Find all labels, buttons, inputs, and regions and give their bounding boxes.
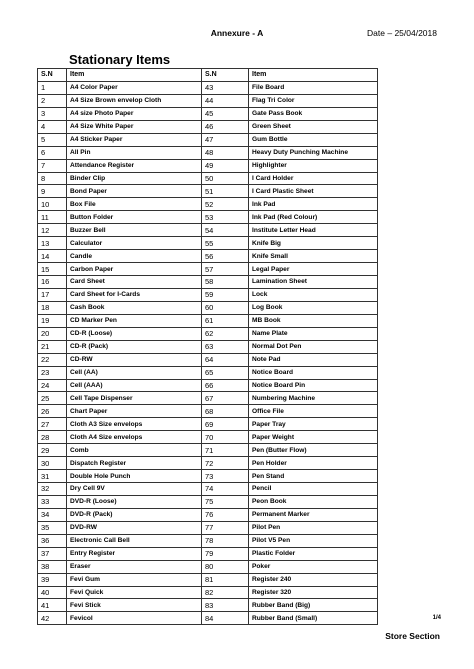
item-name-left: Buzzer Bell (67, 224, 202, 237)
item-name-left: CD-R (Pack) (67, 340, 202, 353)
item-name-left: Fevi Gum (67, 573, 202, 586)
serial-number-left: 41 (38, 599, 67, 612)
serial-number-left: 19 (38, 314, 67, 327)
serial-number-right: 80 (202, 560, 249, 573)
item-name-right: Name Plate (249, 327, 378, 340)
table-row (38, 288, 378, 301)
table-row (38, 392, 378, 405)
table-row (38, 250, 378, 263)
item-name-left: DVD-R (Loose) (67, 495, 202, 508)
table-row (38, 521, 378, 534)
item-name-left: Box File (67, 198, 202, 211)
serial-number-left: 33 (38, 495, 67, 508)
serial-number-right: 44 (202, 94, 249, 107)
table-row (38, 327, 378, 340)
serial-number-right: 48 (202, 146, 249, 159)
header-item-left: Item (67, 69, 202, 82)
table-row (38, 237, 378, 250)
table-row (38, 586, 378, 599)
item-name-left: Carbon Paper (67, 263, 202, 276)
item-name-right: Ink Pad (Red Colour) (249, 211, 378, 224)
serial-number-right: 72 (202, 457, 249, 470)
item-name-left: Cash Book (67, 301, 202, 314)
table-row (38, 431, 378, 444)
serial-number-right: 76 (202, 508, 249, 521)
item-name-right: Pen (Butter Flow) (249, 444, 378, 457)
serial-number-right: 45 (202, 107, 249, 120)
serial-number-right: 52 (202, 198, 249, 211)
serial-number-right: 68 (202, 405, 249, 418)
serial-number-right: 67 (202, 392, 249, 405)
item-name-left: A4 Size White Paper (67, 120, 202, 133)
table-row (38, 508, 378, 521)
serial-number-left: 37 (38, 547, 67, 560)
item-name-left: Eraser (67, 560, 202, 573)
table-row (38, 133, 378, 146)
serial-number-right: 69 (202, 418, 249, 431)
serial-number-right: 81 (202, 573, 249, 586)
item-name-right: I Card Holder (249, 172, 378, 185)
serial-number-left: 42 (38, 612, 67, 625)
serial-number-right: 78 (202, 534, 249, 547)
serial-number-right: 51 (202, 185, 249, 198)
serial-number-left: 22 (38, 353, 67, 366)
item-name-left: Card Sheet (67, 276, 202, 289)
table-row (38, 81, 378, 94)
serial-number-right: 64 (202, 353, 249, 366)
serial-number-right: 70 (202, 431, 249, 444)
document-date: Date – 25/04/2018 (367, 28, 437, 38)
serial-number-right: 75 (202, 495, 249, 508)
serial-number-right: 58 (202, 276, 249, 289)
item-name-right: Green Sheet (249, 120, 378, 133)
item-name-right: Peon Book (249, 495, 378, 508)
table-row (38, 159, 378, 172)
serial-number-left: 25 (38, 392, 67, 405)
serial-number-right: 46 (202, 120, 249, 133)
item-name-left: Dispatch Register (67, 457, 202, 470)
serial-number-left: 27 (38, 418, 67, 431)
item-name-left: CD-R (Loose) (67, 327, 202, 340)
item-name-right: Note Pad (249, 353, 378, 366)
table-row (38, 405, 378, 418)
item-name-left: Entry Register (67, 547, 202, 560)
serial-number-left: 10 (38, 198, 67, 211)
serial-number-right: 73 (202, 470, 249, 483)
item-name-right: Rubber Band (Big) (249, 599, 378, 612)
item-name-right: Gate Pass Book (249, 107, 378, 120)
serial-number-right: 61 (202, 314, 249, 327)
item-name-right: Highlighter (249, 159, 378, 172)
serial-number-right: 47 (202, 133, 249, 146)
item-name-left: Cell Tape Dispenser (67, 392, 202, 405)
serial-number-left: 26 (38, 405, 67, 418)
serial-number-right: 77 (202, 521, 249, 534)
serial-number-left: 13 (38, 237, 67, 250)
item-name-left: Cloth A3 Size envelops (67, 418, 202, 431)
item-name-left: Button Folder (67, 211, 202, 224)
serial-number-left: 38 (38, 560, 67, 573)
table-row (38, 340, 378, 353)
serial-number-right: 82 (202, 586, 249, 599)
serial-number-right: 53 (202, 211, 249, 224)
table-header-row (38, 69, 378, 82)
item-name-left: Card Sheet for I-Cards (67, 288, 202, 301)
item-name-left: Dry Cell 9V (67, 483, 202, 496)
serial-number-left: 30 (38, 457, 67, 470)
item-name-right: Register 320 (249, 586, 378, 599)
serial-number-left: 12 (38, 224, 67, 237)
serial-number-left: 24 (38, 379, 67, 392)
serial-number-left: 31 (38, 470, 67, 483)
serial-number-right: 60 (202, 301, 249, 314)
item-name-right: Pen Stand (249, 470, 378, 483)
serial-number-left: 28 (38, 431, 67, 444)
table-row (38, 94, 378, 107)
item-name-right: Plastic Folder (249, 547, 378, 560)
item-name-right: Flag Tri Color (249, 94, 378, 107)
serial-number-left: 23 (38, 366, 67, 379)
serial-number-left: 18 (38, 301, 67, 314)
table-row (38, 211, 378, 224)
table-row (38, 198, 378, 211)
serial-number-right: 79 (202, 547, 249, 560)
serial-number-right: 65 (202, 366, 249, 379)
table-row (38, 599, 378, 612)
item-name-left: Comb (67, 444, 202, 457)
table-row (38, 483, 378, 496)
table-row (38, 120, 378, 133)
table-row (38, 534, 378, 547)
table-row (38, 276, 378, 289)
header-sn-left: S.N (38, 69, 67, 82)
item-name-left: Cell (AAA) (67, 379, 202, 392)
page-number: 1/4 (432, 615, 441, 621)
item-name-right: Lock (249, 288, 378, 301)
item-name-right: Paper Weight (249, 431, 378, 444)
serial-number-right: 43 (202, 81, 249, 94)
table-row (38, 418, 378, 431)
item-name-left: Fevi Quick (67, 586, 202, 599)
serial-number-left: 14 (38, 250, 67, 263)
item-name-right: Pilot Pen (249, 521, 378, 534)
item-name-left: Chart Paper (67, 405, 202, 418)
item-name-left: Cell (AA) (67, 366, 202, 379)
item-name-right: Register 240 (249, 573, 378, 586)
serial-number-right: 49 (202, 159, 249, 172)
item-name-right: Knife Big (249, 237, 378, 250)
table-row (38, 573, 378, 586)
table-body (38, 81, 378, 624)
serial-number-right: 62 (202, 327, 249, 340)
serial-number-right: 57 (202, 263, 249, 276)
table-row (38, 560, 378, 573)
item-name-right: Poker (249, 560, 378, 573)
serial-number-left: 11 (38, 211, 67, 224)
table-row (38, 457, 378, 470)
item-name-right: Permanent Marker (249, 508, 378, 521)
item-name-left: A4 size Photo Paper (67, 107, 202, 120)
item-name-left: Cloth A4 Size envelops (67, 431, 202, 444)
serial-number-right: 55 (202, 237, 249, 250)
serial-number-left: 9 (38, 185, 67, 198)
item-name-right: Log Book (249, 301, 378, 314)
table-row (38, 444, 378, 457)
serial-number-left: 5 (38, 133, 67, 146)
item-name-left: Bond Paper (67, 185, 202, 198)
serial-number-left: 29 (38, 444, 67, 457)
header-item-right: Item (249, 69, 378, 82)
item-name-right: Normal Dot Pen (249, 340, 378, 353)
serial-number-right: 63 (202, 340, 249, 353)
serial-number-left: 35 (38, 521, 67, 534)
serial-number-left: 8 (38, 172, 67, 185)
serial-number-left: 17 (38, 288, 67, 301)
serial-number-left: 34 (38, 508, 67, 521)
item-name-left: Candle (67, 250, 202, 263)
item-name-right: Paper Tray (249, 418, 378, 431)
item-name-left: CD Marker Pen (67, 314, 202, 327)
serial-number-right: 84 (202, 612, 249, 625)
header-sn-right: S.N (202, 69, 249, 82)
serial-number-right: 56 (202, 250, 249, 263)
serial-number-left: 16 (38, 276, 67, 289)
table-row (38, 146, 378, 159)
section-title: Stationary Items (69, 52, 171, 67)
table-row (38, 495, 378, 508)
item-name-right: MB Book (249, 314, 378, 327)
serial-number-right: 54 (202, 224, 249, 237)
item-name-right: Heavy Duty Punching Machine (249, 146, 378, 159)
serial-number-left: 20 (38, 327, 67, 340)
table-row (38, 366, 378, 379)
serial-number-right: 66 (202, 379, 249, 392)
stationary-items-table (37, 68, 378, 625)
item-name-right: Office File (249, 405, 378, 418)
serial-number-left: 39 (38, 573, 67, 586)
item-name-left: Double Hole Punch (67, 470, 202, 483)
item-name-right: Ink Pad (249, 198, 378, 211)
serial-number-left: 32 (38, 483, 67, 496)
item-name-right: I Card Plastic Sheet (249, 185, 378, 198)
item-name-left: Fevi Stick (67, 599, 202, 612)
item-name-right: Lamination Sheet (249, 276, 378, 289)
item-name-right: File Board (249, 81, 378, 94)
serial-number-left: 3 (38, 107, 67, 120)
item-name-right: Gum Bottle (249, 133, 378, 146)
item-name-right: Pilot V5 Pen (249, 534, 378, 547)
item-name-right: Institute Letter Head (249, 224, 378, 237)
serial-number-right: 50 (202, 172, 249, 185)
serial-number-right: 71 (202, 444, 249, 457)
item-name-left: A4 Color Paper (67, 81, 202, 94)
serial-number-left: 1 (38, 81, 67, 94)
item-name-left: All Pin (67, 146, 202, 159)
table-row (38, 314, 378, 327)
item-name-left: Attendance Register (67, 159, 202, 172)
item-name-right: Legal Paper (249, 263, 378, 276)
table-row (38, 107, 378, 120)
serial-number-left: 21 (38, 340, 67, 353)
item-name-right: Rubber Band (Small) (249, 612, 378, 625)
item-name-left: A4 Size Brown envelop Cloth (67, 94, 202, 107)
table-row (38, 470, 378, 483)
item-name-left: Electronic Call Bell (67, 534, 202, 547)
item-name-right: Pen Holder (249, 457, 378, 470)
serial-number-right: 59 (202, 288, 249, 301)
serial-number-right: 74 (202, 483, 249, 496)
item-name-right: Numbering Machine (249, 392, 378, 405)
item-name-right: Notice Board Pin (249, 379, 378, 392)
serial-number-right: 83 (202, 599, 249, 612)
serial-number-left: 2 (38, 94, 67, 107)
serial-number-left: 40 (38, 586, 67, 599)
serial-number-left: 15 (38, 263, 67, 276)
table-row (38, 224, 378, 237)
item-name-left: A4 Sticker Paper (67, 133, 202, 146)
table-row (38, 172, 378, 185)
item-name-left: Fevicol (67, 612, 202, 625)
item-name-left: DVD-RW (67, 521, 202, 534)
item-name-left: Calculator (67, 237, 202, 250)
item-name-right: Notice Board (249, 366, 378, 379)
serial-number-left: 4 (38, 120, 67, 133)
table-row (38, 353, 378, 366)
annexure-title: Annexure - A (210, 28, 264, 38)
item-name-left: Binder Clip (67, 172, 202, 185)
serial-number-left: 7 (38, 159, 67, 172)
table-row (38, 263, 378, 276)
table-row (38, 301, 378, 314)
footer-section-name: Store Section (385, 631, 440, 641)
item-name-left: CD-RW (67, 353, 202, 366)
table-row (38, 547, 378, 560)
serial-number-left: 6 (38, 146, 67, 159)
item-name-right: Pencil (249, 483, 378, 496)
item-name-right: Knife Small (249, 250, 378, 263)
table-row (38, 612, 378, 625)
table-row (38, 379, 378, 392)
item-name-left: DVD-R (Pack) (67, 508, 202, 521)
serial-number-left: 36 (38, 534, 67, 547)
table-row (38, 185, 378, 198)
